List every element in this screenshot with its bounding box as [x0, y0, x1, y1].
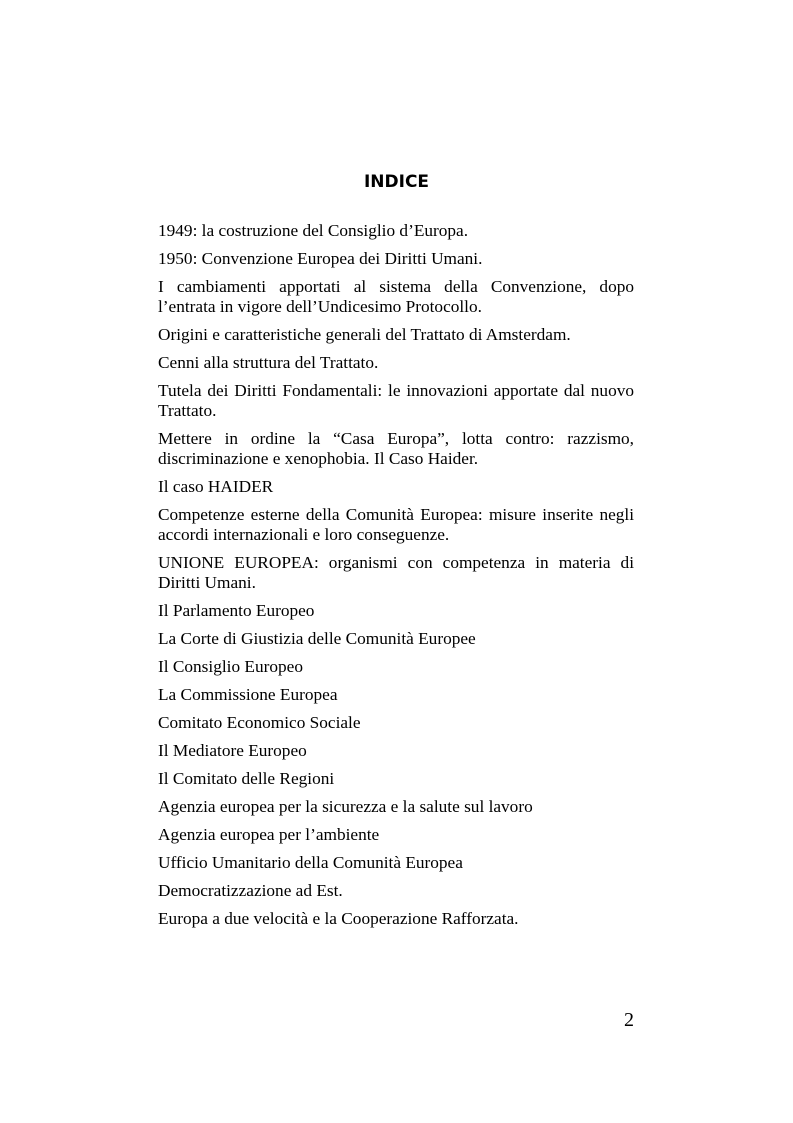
toc-entry: Agenzia europea per l’ambiente — [158, 825, 380, 844]
page-title: INDICE — [363, 172, 430, 192]
toc-entry: Il Mediatore Europeo — [158, 741, 307, 760]
toc-entry: 1950: Convenzione Europea dei Diritti Umani. — [158, 249, 483, 268]
toc-entry: I cambiamenti apportati al sistema della Convenzione, dopo l’entrata in vigore dell’Undicesimo Protocollo. — [158, 277, 634, 316]
toc-entry: La Commissione Europea — [158, 685, 338, 704]
toc-entry: Il Parlamento Europeo — [158, 601, 315, 620]
toc-entry: Mettere in ordine la “Casa Europa”, lotta contro: razzismo, discriminazione e xenophobia. Il Caso Haider. — [158, 429, 634, 468]
toc-entry: Agenzia europea per la sicurezza e la salute sul lavoro — [158, 797, 533, 816]
toc-entry: Democratizzazione ad Est. — [158, 881, 343, 900]
toc-entry: Tutela dei Diritti Fondamentali: le innovazioni apportate dal nuovo Trattato. — [158, 381, 634, 420]
toc-entry: Ufficio Umanitario della Comunità Europea — [158, 853, 463, 872]
toc-entry: Competenze esterne della Comunità Europea: misure inserite negli accordi internazionali e loro conseguenze. — [158, 505, 634, 544]
toc-entry: La Corte di Giustizia delle Comunità Europee — [158, 629, 476, 648]
table-of-contents — [158, 221, 634, 937]
toc-entry: Cenni alla struttura del Trattato. — [158, 353, 379, 372]
toc-entry: UNIONE EUROPEA: organismi con competenza in materia di Diritti Umani. — [158, 553, 634, 592]
page-number: 2 — [624, 1009, 634, 1031]
toc-entry: Comitato Economico Sociale — [158, 713, 361, 732]
toc-entry: Europa a due velocità e la Cooperazione Rafforzata. — [158, 909, 519, 928]
toc-entry: Il caso HAIDER — [158, 477, 274, 496]
toc-entry: 1949: la costruzione del Consiglio d’Europa. — [158, 221, 469, 240]
toc-entry: Il Consiglio Europeo — [158, 657, 303, 676]
toc-entry: Il Comitato delle Regioni — [158, 769, 335, 788]
toc-entry: Origini e caratteristiche generali del Trattato di Amsterdam. — [158, 325, 571, 344]
